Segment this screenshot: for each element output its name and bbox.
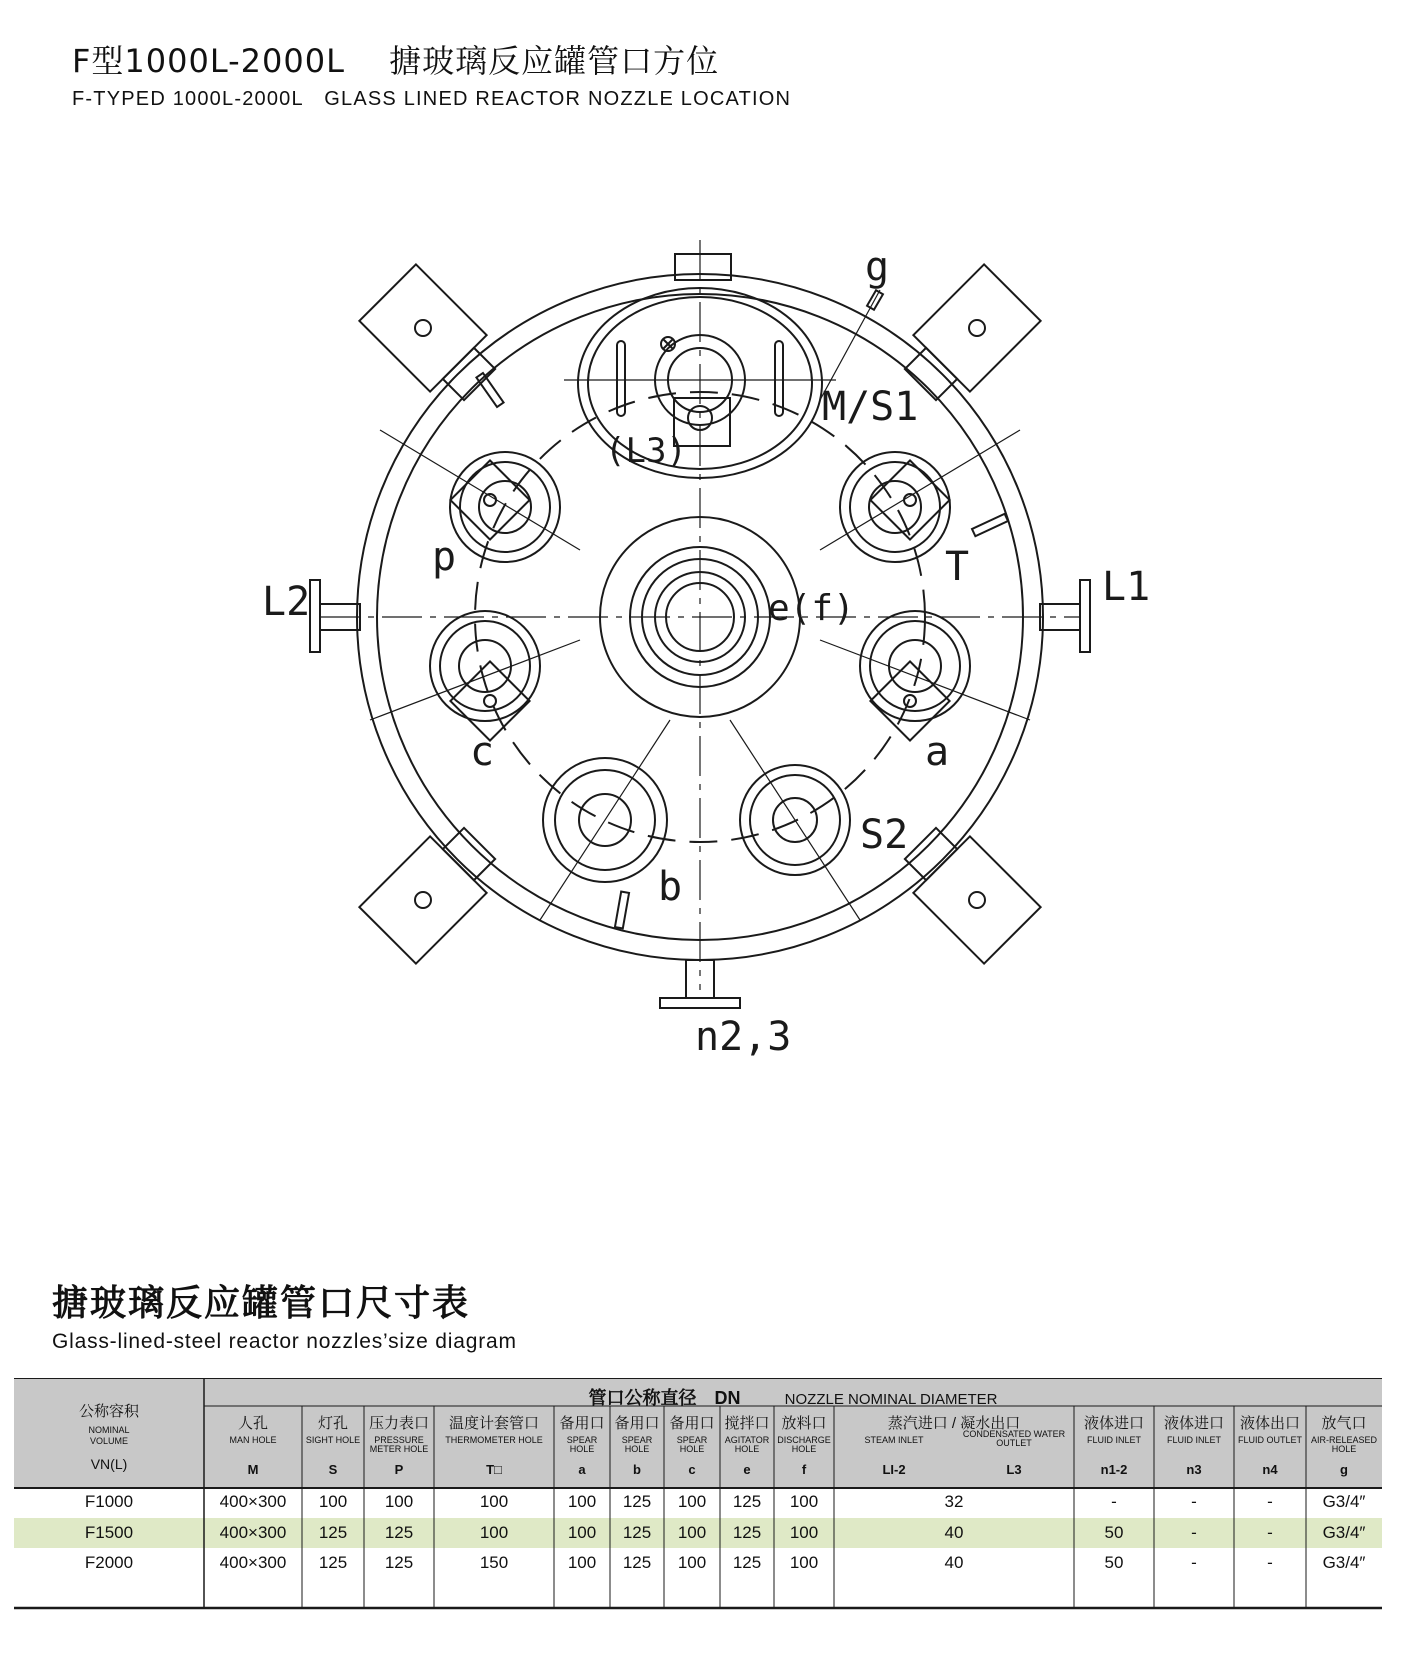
col-header-sym: LI-2 — [882, 1462, 906, 1477]
label-t: T — [945, 544, 970, 590]
table-cell: 100 — [789, 1492, 819, 1511]
table-cell: 100 — [567, 1553, 597, 1572]
col-header-en: PRESSURE METER HOLE — [369, 1435, 429, 1454]
col-header-zh: 放气口 — [1321, 1415, 1367, 1432]
col-header-en: STEAM INLET — [864, 1435, 924, 1445]
label-p: p — [432, 534, 457, 580]
page-title-zh: F型1000L-2000L 搪玻璃反应罐管口方位 — [72, 42, 720, 80]
nozzle-location-diagram — [0, 220, 1408, 1060]
col-header-sym: f — [801, 1462, 807, 1477]
col-header-zh: 人孔 — [237, 1415, 268, 1432]
volume-header-en2: VOLUME — [89, 1436, 128, 1446]
table-cell: 100 — [677, 1523, 707, 1542]
label-ef: e(f) — [768, 588, 855, 629]
col-header-en: FLUID INLET — [1086, 1435, 1141, 1445]
label-l1: L1 — [1102, 564, 1151, 610]
volume-header-en1: NOMINAL — [88, 1425, 130, 1435]
table-cell: 125 — [622, 1553, 652, 1572]
col-header-en: SPEAR HOLE — [676, 1435, 708, 1454]
col-header-sym: e — [743, 1462, 751, 1477]
col-header-zh: 液体进口 — [1083, 1415, 1144, 1432]
table-cell: G3/4″ — [1322, 1553, 1366, 1572]
table-cell: 125 — [384, 1553, 414, 1572]
table-title-en: Glass-lined-steel reactor nozzles’size diagram — [52, 1330, 517, 1353]
col-header-en: FLUID INLET — [1166, 1435, 1221, 1445]
table-cell: 125 — [732, 1492, 762, 1511]
table-cell: - — [1267, 1553, 1273, 1572]
table-cell: - — [1191, 1523, 1197, 1542]
label-l3: (L3) — [605, 431, 687, 471]
col-header-zh: 搅拌口 — [724, 1415, 770, 1432]
group-header-zh: 管口公称直径 DN — [588, 1388, 741, 1408]
col-header-sym: c — [688, 1462, 696, 1477]
table-cell: 100 — [789, 1553, 819, 1572]
col-header-sym: g — [1340, 1462, 1348, 1477]
col-header-zh: 灯孔 — [317, 1415, 348, 1432]
table-cell: 125 — [622, 1523, 652, 1542]
table-cell: 50 — [1104, 1553, 1124, 1572]
table-cell: 125 — [622, 1492, 652, 1511]
table-cell: - — [1191, 1553, 1197, 1572]
table-cell: 100 — [677, 1492, 707, 1511]
table-cell: 125 — [732, 1553, 762, 1572]
table-cell: 100 — [479, 1523, 509, 1542]
table-cell: - — [1267, 1492, 1273, 1511]
col-header-sym: b — [633, 1462, 641, 1477]
col-header-en: SPEAR HOLE — [566, 1435, 598, 1454]
col-header-en-b: CONDENSATED WATER OUTLET — [962, 1429, 1066, 1448]
table-cell: 400×300 — [219, 1492, 287, 1511]
page-title-en: F-TYPED 1000L-2000L GLASS LINED REACTOR NOZZLE LOCATION — [72, 88, 792, 110]
col-header-zh: 温度计套管口 — [448, 1415, 539, 1432]
label-s2: S2 — [860, 812, 909, 858]
col-header-en: AGITATOR HOLE — [724, 1435, 770, 1454]
col-header-zh: 备用口 — [559, 1415, 605, 1432]
col-header-en: SPEAR HOLE — [621, 1435, 653, 1454]
table-cell: G3/4″ — [1322, 1523, 1366, 1542]
col-header-en: MAN HOLE — [229, 1435, 277, 1445]
col-header-sym: n4 — [1262, 1462, 1278, 1477]
row-model: F1500 — [84, 1523, 134, 1542]
table-cell: - — [1111, 1492, 1117, 1511]
col-header-sym: S — [328, 1462, 338, 1477]
col-header-zh: 液体出口 — [1239, 1415, 1300, 1432]
table-cell: 100 — [384, 1492, 414, 1511]
table-cell: 100 — [789, 1523, 819, 1542]
table-cell: 32 — [944, 1492, 964, 1511]
col-header-zh: 压力表口 — [368, 1415, 429, 1432]
col-header-en: THERMOMETER HOLE — [445, 1435, 543, 1445]
col-header-sym: n3 — [1186, 1462, 1202, 1477]
table-cell: 400×300 — [219, 1523, 287, 1542]
label-n23: n2,3 — [695, 1014, 792, 1060]
volume-header-sym: VN(L) — [90, 1456, 128, 1472]
col-header-zh: 备用口 — [614, 1415, 660, 1432]
table-cell: 125 — [732, 1523, 762, 1542]
table-cell: G3/4″ — [1322, 1492, 1366, 1511]
table-cell: 40 — [944, 1553, 964, 1572]
label-ms1: M/S1 — [822, 384, 919, 430]
table-cell: 100 — [479, 1492, 509, 1511]
col-header-sym: M — [247, 1462, 259, 1477]
table-cell: 125 — [318, 1553, 348, 1572]
table-title-zh: 搪玻璃反应罐管口尺寸表 — [52, 1283, 471, 1324]
row-model: F2000 — [84, 1553, 134, 1572]
col-header-zh: 液体进口 — [1163, 1415, 1224, 1432]
col-header-zh: 放料口 — [781, 1415, 827, 1432]
nozzle-size-table — [14, 1378, 1382, 1610]
col-header-sym: P — [394, 1462, 404, 1477]
col-header-zh: 蒸汽进口 / 凝水出口 — [887, 1415, 1021, 1432]
table-cell: 100 — [567, 1523, 597, 1542]
table-cell: 100 — [318, 1492, 348, 1511]
col-header-zh: 备用口 — [669, 1415, 715, 1432]
col-header-sym: T□ — [486, 1462, 502, 1477]
table-cell: - — [1191, 1492, 1197, 1511]
group-header — [204, 1384, 1382, 1410]
table-cell: 400×300 — [219, 1553, 287, 1572]
col-header-sym-b: L3 — [1006, 1462, 1022, 1477]
label-c: c — [470, 729, 495, 775]
col-header-en: FLUID OUTLET — [1237, 1435, 1302, 1445]
table-cell: 50 — [1104, 1523, 1124, 1542]
table-cell: 100 — [677, 1553, 707, 1572]
col-header-en: AIR-RELEASED HOLE — [1310, 1435, 1378, 1454]
table-cell: 100 — [567, 1492, 597, 1511]
label-g: g — [865, 244, 890, 290]
col-header-sym: n1-2 — [1100, 1462, 1128, 1477]
table-cell: - — [1267, 1523, 1273, 1542]
label-l2: L2 — [262, 579, 311, 625]
col-header-sym: a — [578, 1462, 586, 1477]
group-header-en: NOZZLE NOMINAL DIAMETER — [784, 1391, 998, 1408]
col-header-en: SIGHT HOLE — [305, 1435, 361, 1445]
table-cell: 40 — [944, 1523, 964, 1542]
label-a: a — [925, 729, 950, 775]
label-b: b — [658, 864, 683, 910]
row-model: F1000 — [84, 1492, 134, 1511]
table-cell: 125 — [384, 1523, 414, 1542]
table-cell: 150 — [479, 1553, 509, 1572]
table-cell: 125 — [318, 1523, 348, 1542]
volume-header-zh: 公称容积 — [78, 1403, 139, 1420]
col-header-en: DISCHARGE HOLE — [777, 1435, 831, 1454]
